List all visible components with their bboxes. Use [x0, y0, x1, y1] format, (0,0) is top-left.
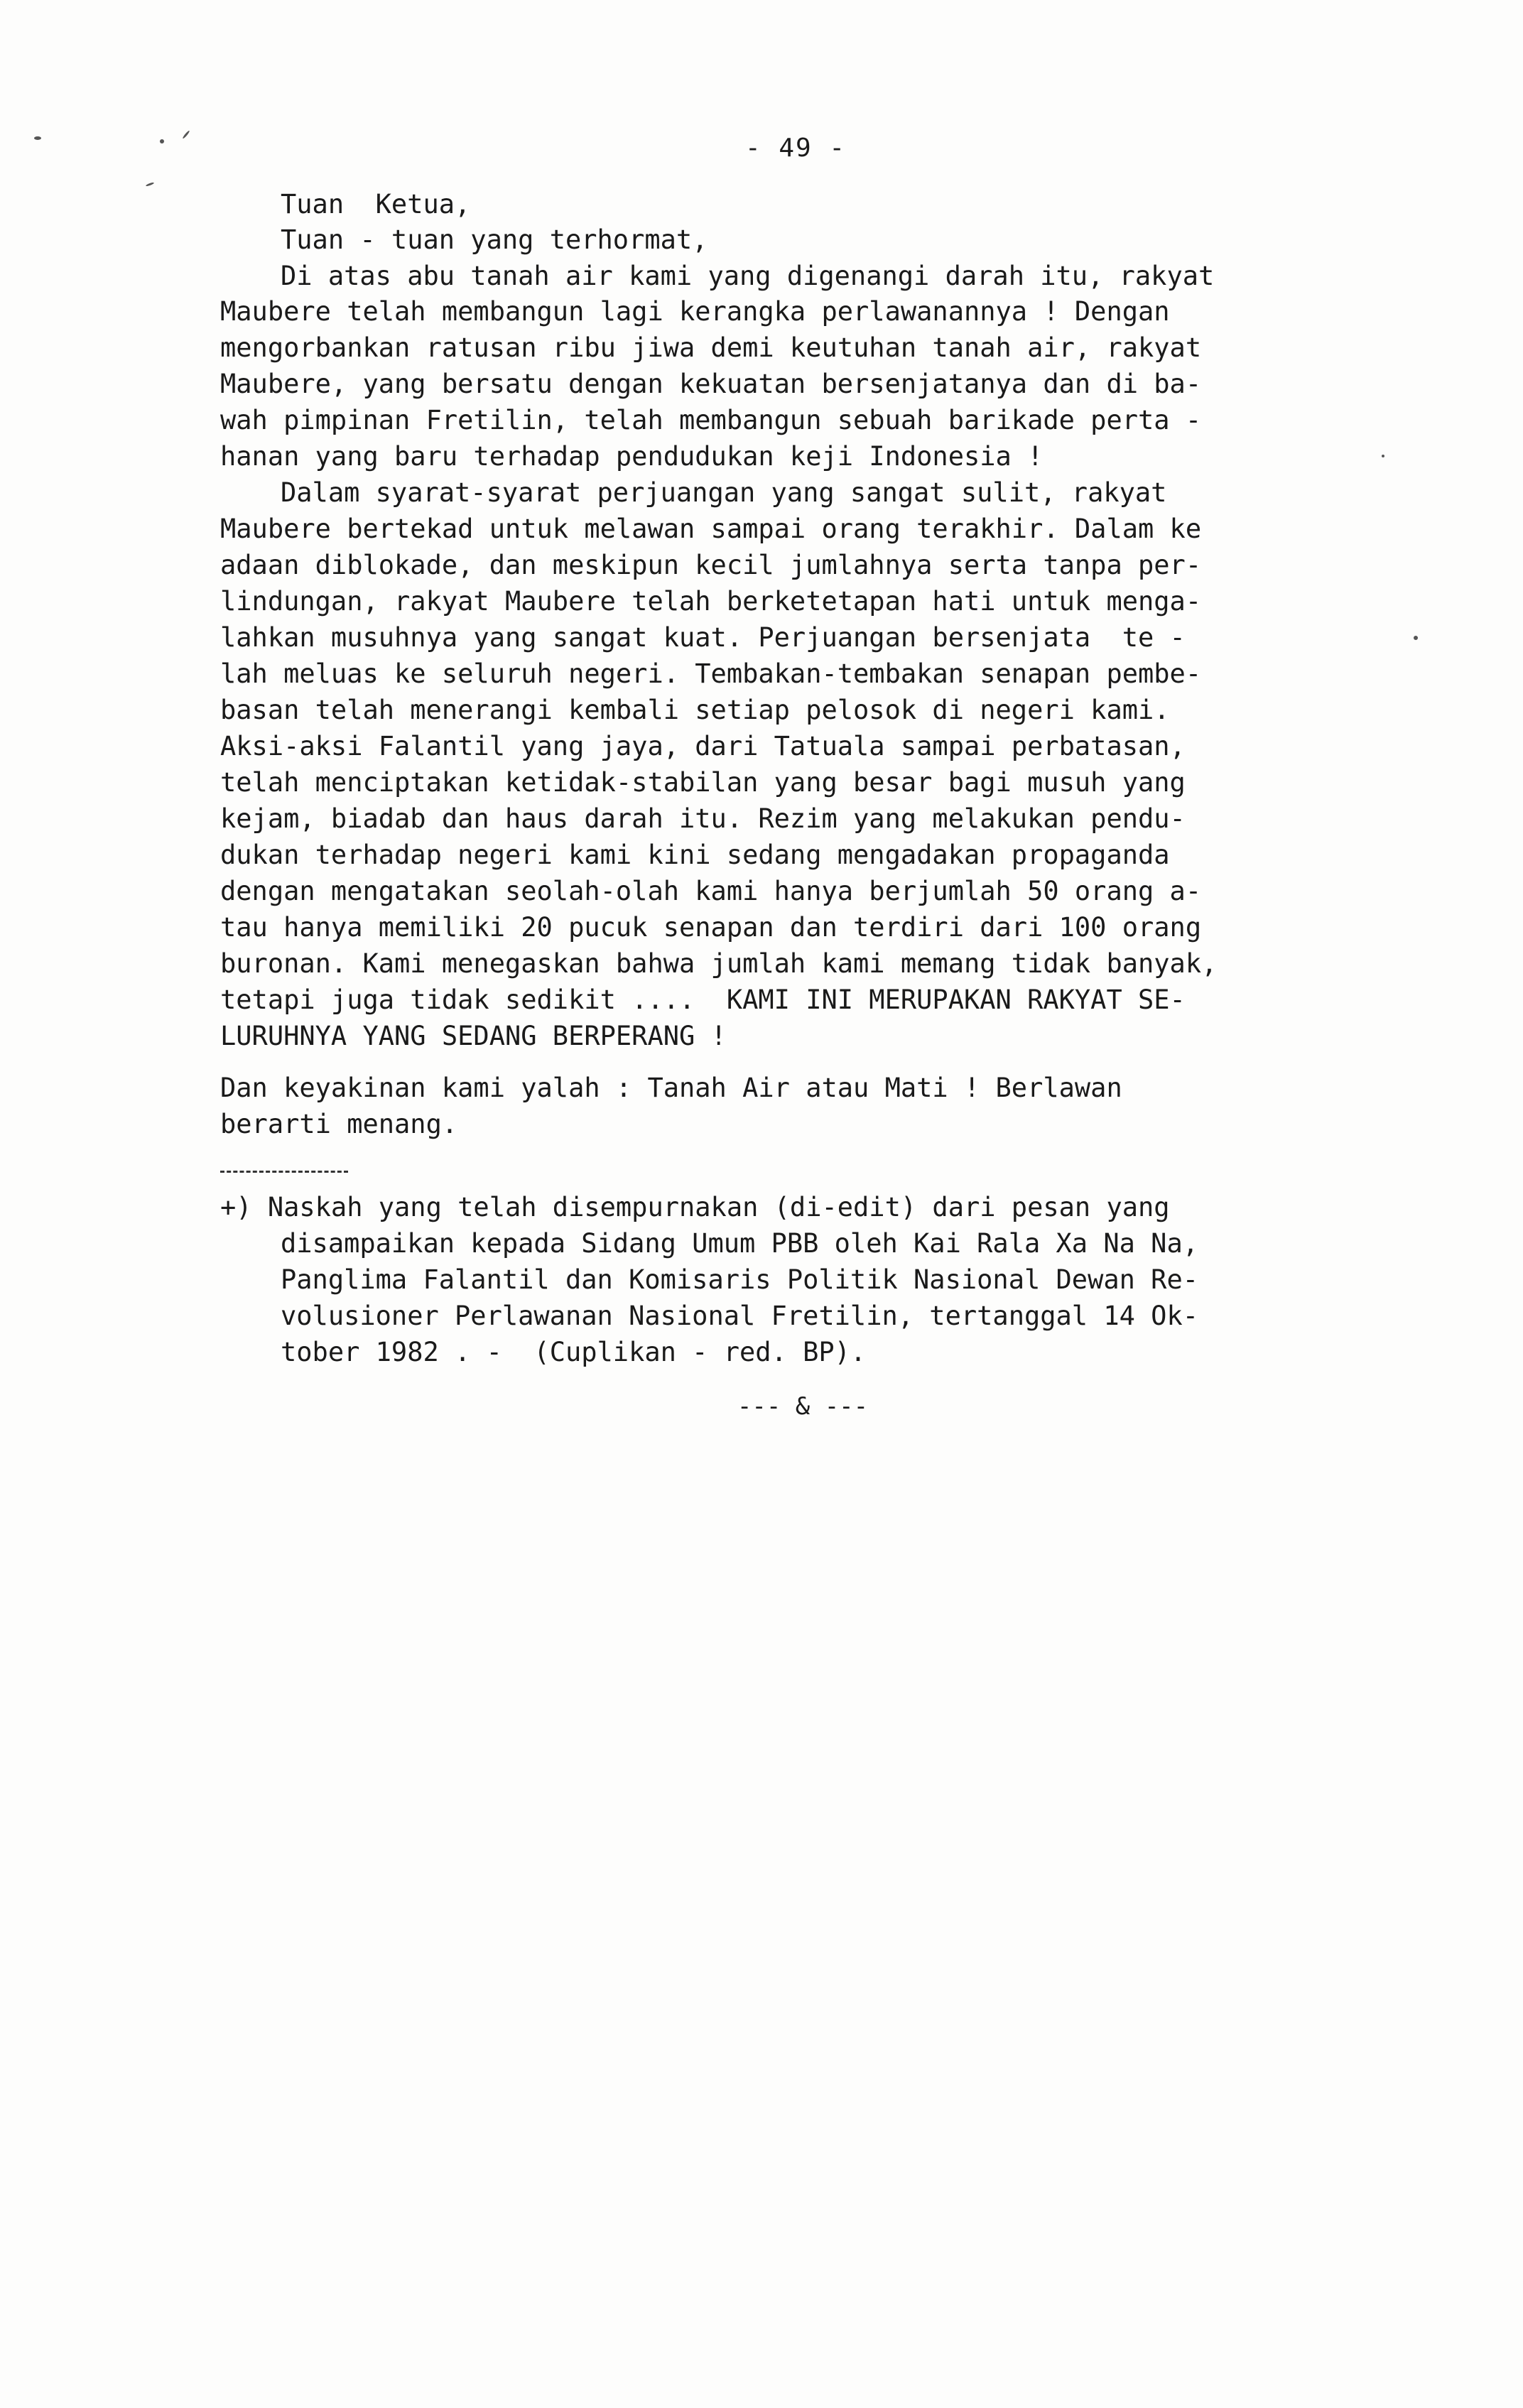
paragraph-line: kejam, biadab dan haus darah itu. Rezim yang melakukan pendu- [220, 803, 1186, 834]
paragraph-line: tau hanya memiliki 20 pucuk senapan dan terdiri dari 100 orang [220, 912, 1202, 943]
paragraph-line: Dalam syarat-syarat perjuangan yang sangat sulit, rakyat [281, 477, 1167, 508]
paragraph-line: Maubere, yang bersatu dengan kekuatan bersenjatanya dan di ba- [220, 369, 1202, 399]
paragraph-line: tetapi juga tidak sedikit .... KAMI INI MERUPAKAN RAKYAT SE- [220, 985, 1186, 1015]
paragraph-line: Di atas abu tanah air kami yang digenangi darah itu, rakyat [281, 261, 1215, 291]
footnote-line: Panglima Falantil dan Komisaris Politik Nasional Dewan Re- [281, 1264, 1199, 1295]
paragraph-line: Maubere telah membangun lagi kerangka perlawanannya ! Dengan [220, 296, 1170, 327]
scan-speck [34, 136, 41, 140]
paragraph-line: hanan yang baru terhadap pendudukan keji Indonesia ! [220, 441, 1044, 472]
paragraph-line: LURUHNYA YANG SEDANG BERPERANG ! [220, 1021, 727, 1051]
salutation-line: Tuan Ketua, [281, 189, 471, 219]
page-number: - 49 - [744, 134, 847, 163]
paragraph-line: wah pimpinan Fretilin, telah membangun sebuah barikade perta - [220, 405, 1202, 435]
paragraph-line: berarti menang. [220, 1109, 458, 1139]
footnote-line: tober 1982 . - (Cuplikan - red. BP). [281, 1337, 867, 1367]
paragraph-line: adaan diblokade, dan meskipun kecil jumlahnya serta tanpa per- [220, 550, 1202, 580]
footnote-line: volusioner Perlawanan Nasional Fretilin, tertanggal 14 Ok- [281, 1301, 1199, 1331]
paragraph-line: lah meluas ke seluruh negeri. Tembakan-tembakan senapan pembe- [220, 658, 1202, 689]
paragraph-line: dengan mengatakan seolah-olah kami hanya berjumlah 50 orang a- [220, 876, 1202, 906]
scan-speck [1382, 455, 1384, 457]
paragraph-line: dukan terhadap negeri kami kini sedang mengadakan propaganda [220, 840, 1170, 870]
paragraph-line: Dan keyakinan kami yalah : Tanah Air atau Mati ! Berlawan [220, 1073, 1122, 1103]
paragraph-line: telah menciptakan ketidak-stabilan yang besar bagi musuh yang [220, 767, 1186, 798]
paragraph-line: Aksi-aksi Falantil yang jaya, dari Tatuala sampai perbatasan, [220, 731, 1186, 761]
paragraph-line: buronan. Kami menegaskan bahwa jumlah kami memang tidak banyak, [220, 948, 1218, 979]
footnote-rule [220, 1171, 348, 1173]
scan-speck [1414, 636, 1418, 640]
paragraph-line: lindungan, rakyat Maubere telah berketetapan hati untuk menga- [220, 586, 1202, 617]
paragraph-line: basan telah menerangi kembali setiap pelosok di negeri kami. [220, 695, 1170, 725]
paragraph-line: mengorbankan ratusan ribu jiwa demi keutuhan tanah air, rakyat [220, 332, 1202, 363]
salutation-line: Tuan - tuan yang terhormat, [281, 224, 708, 255]
scan-speck [160, 139, 164, 143]
footnote-line: +) Naskah yang telah disempurnakan (di-edit) dari pesan yang [220, 1192, 1170, 1222]
paragraph-line: lahkan musuhnya yang sangat kuat. Perjuangan bersenjata te - [220, 622, 1186, 653]
end-mark: --- & --- [737, 1392, 869, 1421]
paragraph-line: Maubere bertekad untuk melawan sampai orang terakhir. Dalam ke [220, 514, 1202, 544]
scan-speck [182, 130, 190, 139]
scan-speck [146, 182, 154, 187]
footnote-line: disampaikan kepada Sidang Umum PBB oleh Kai Rala Xa Na Na, [281, 1228, 1199, 1259]
